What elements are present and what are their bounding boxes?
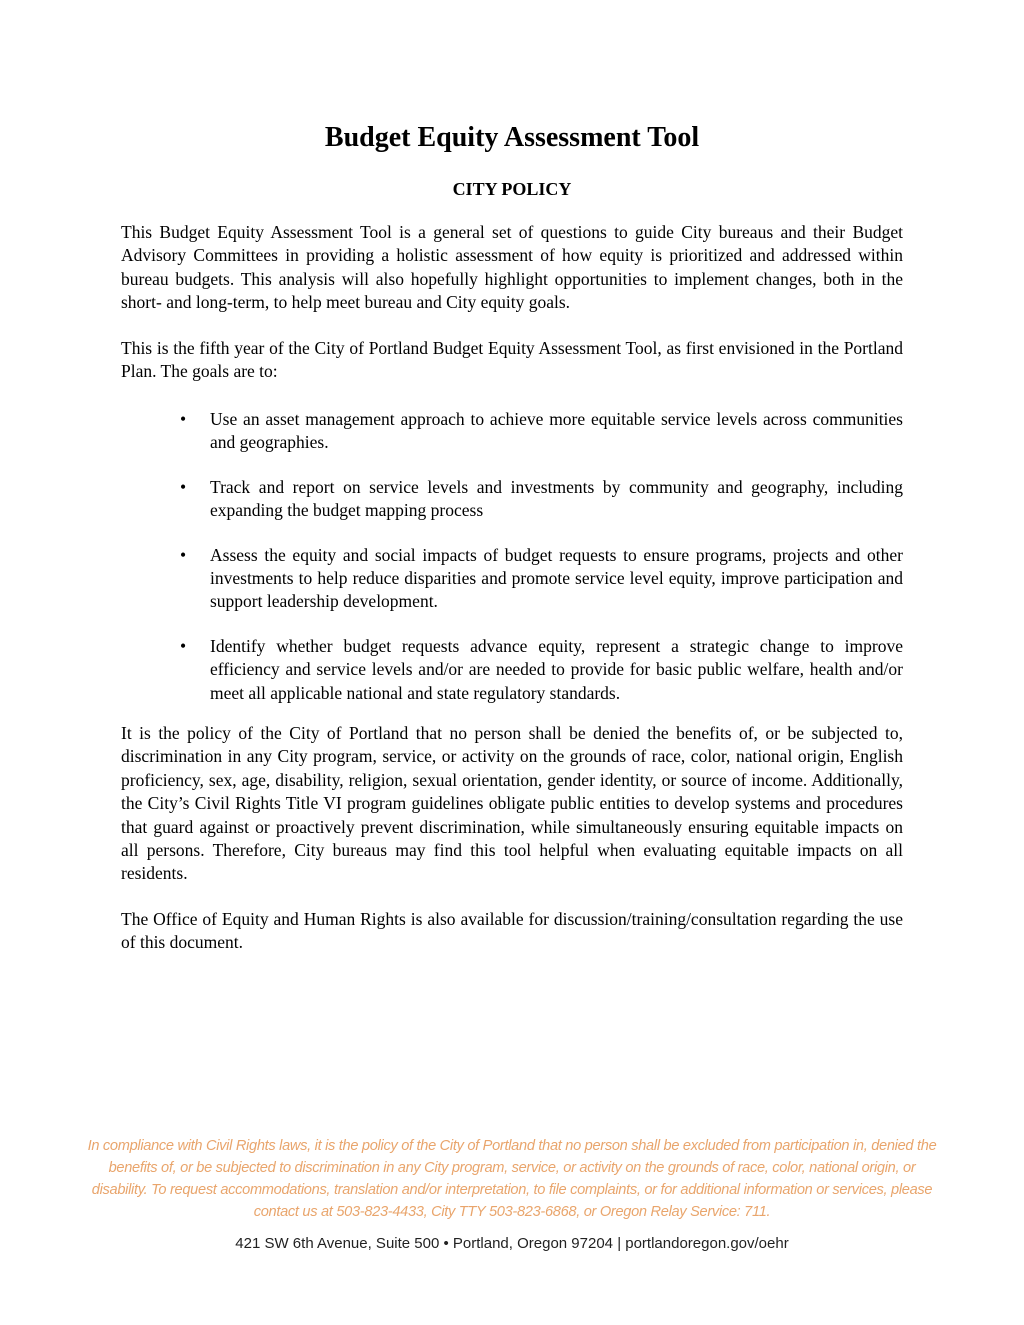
list-item bbox=[180, 408, 903, 455]
bullet-icon: • bbox=[180, 544, 187, 565]
policy-paragraph: It is the policy of the City of Portland that no person shall be denied the benefits of, or be subjected to, discrimination in any City program, service, or activity on the grounds of race, color, national origin, English proficiency, sex, age, disability, religion, sexual orientation, gender identity, or source of income. Additionally, the City’s Civil Rights Title VI program guidelines obligate public entities to develop systems and procedures that guard against or proactively prevent discrimination, while simultaneously ensuring equitable impacts on all persons. Therefore, City bureaus may find this tool helpful when evaluating equitable impacts on all residents. bbox=[121, 723, 903, 884]
section-heading: CITY POLICY bbox=[452, 179, 572, 199]
contact-paragraph: The Office of Equity and Human Rights is also available for discussion/training/consultation regarding the use of this document. bbox=[121, 909, 903, 953]
civil-rights-notice: In compliance with Civil Rights laws, it is the policy of the City of Portland that no person shall be excluded from participation in, denied the benefits of, or be subjected to discrimination in any City program, service, or activity on the grounds of race, color, national origin, or disability. To request accommodations, translation and/or interpretation, to file complaints, or for additional information or services, please contact us at 503-823-4433, City TTY 503-823-6868, or Oregon Relay Service: 711. bbox=[87, 1138, 937, 1220]
goals-list bbox=[180, 408, 903, 726]
bullet-icon: • bbox=[180, 635, 187, 656]
list-item bbox=[180, 476, 903, 523]
goal-text: Use an asset management approach to achieve more equitable service levels across communities and geographies. bbox=[210, 409, 903, 453]
bullet-icon: • bbox=[180, 476, 187, 497]
goals-intro-paragraph: This is the fifth year of the City of Portland Budget Equity Assessment Tool, as first envisioned in the Portland Plan. The goals are to: bbox=[121, 338, 903, 382]
intro-paragraph: This Budget Equity Assessment Tool is a general set of questions to guide City bureaus and their Budget Advisory Committees in providing a holistic assessment of how equity is prioritized and addressed within bureau budgets. This analysis will also hopefully highlight opportunities to implement changes, both in the short- and long-term, to help meet bureau and City equity goals. bbox=[121, 222, 903, 313]
list-item bbox=[180, 544, 903, 614]
footer-address: 421 SW 6th Avenue, Suite 500 • Portland, Oregon 97204 | portlandoregon.gov/oehr bbox=[235, 1235, 789, 1252]
goal-text: Track and report on service levels and investments by community and geography, including expanding the budget mapping process bbox=[210, 476, 903, 521]
bullet-icon: • bbox=[180, 409, 187, 429]
goal-text: Assess the equity and social impacts of budget requests to ensure programs, projects and other investments to help reduce disparities and promote service level equity, improve participation and support leadership development. bbox=[210, 544, 903, 612]
page-title: Budget Equity Assessment Tool bbox=[324, 122, 700, 153]
goal-text: Identify whether budget requests advance equity, represent a strategic change to improve efficiency and service levels and/or are needed to provide for basic public welfare, health and/or meet all applicable national and state regulatory standards. bbox=[210, 635, 903, 703]
list-item bbox=[180, 635, 903, 705]
